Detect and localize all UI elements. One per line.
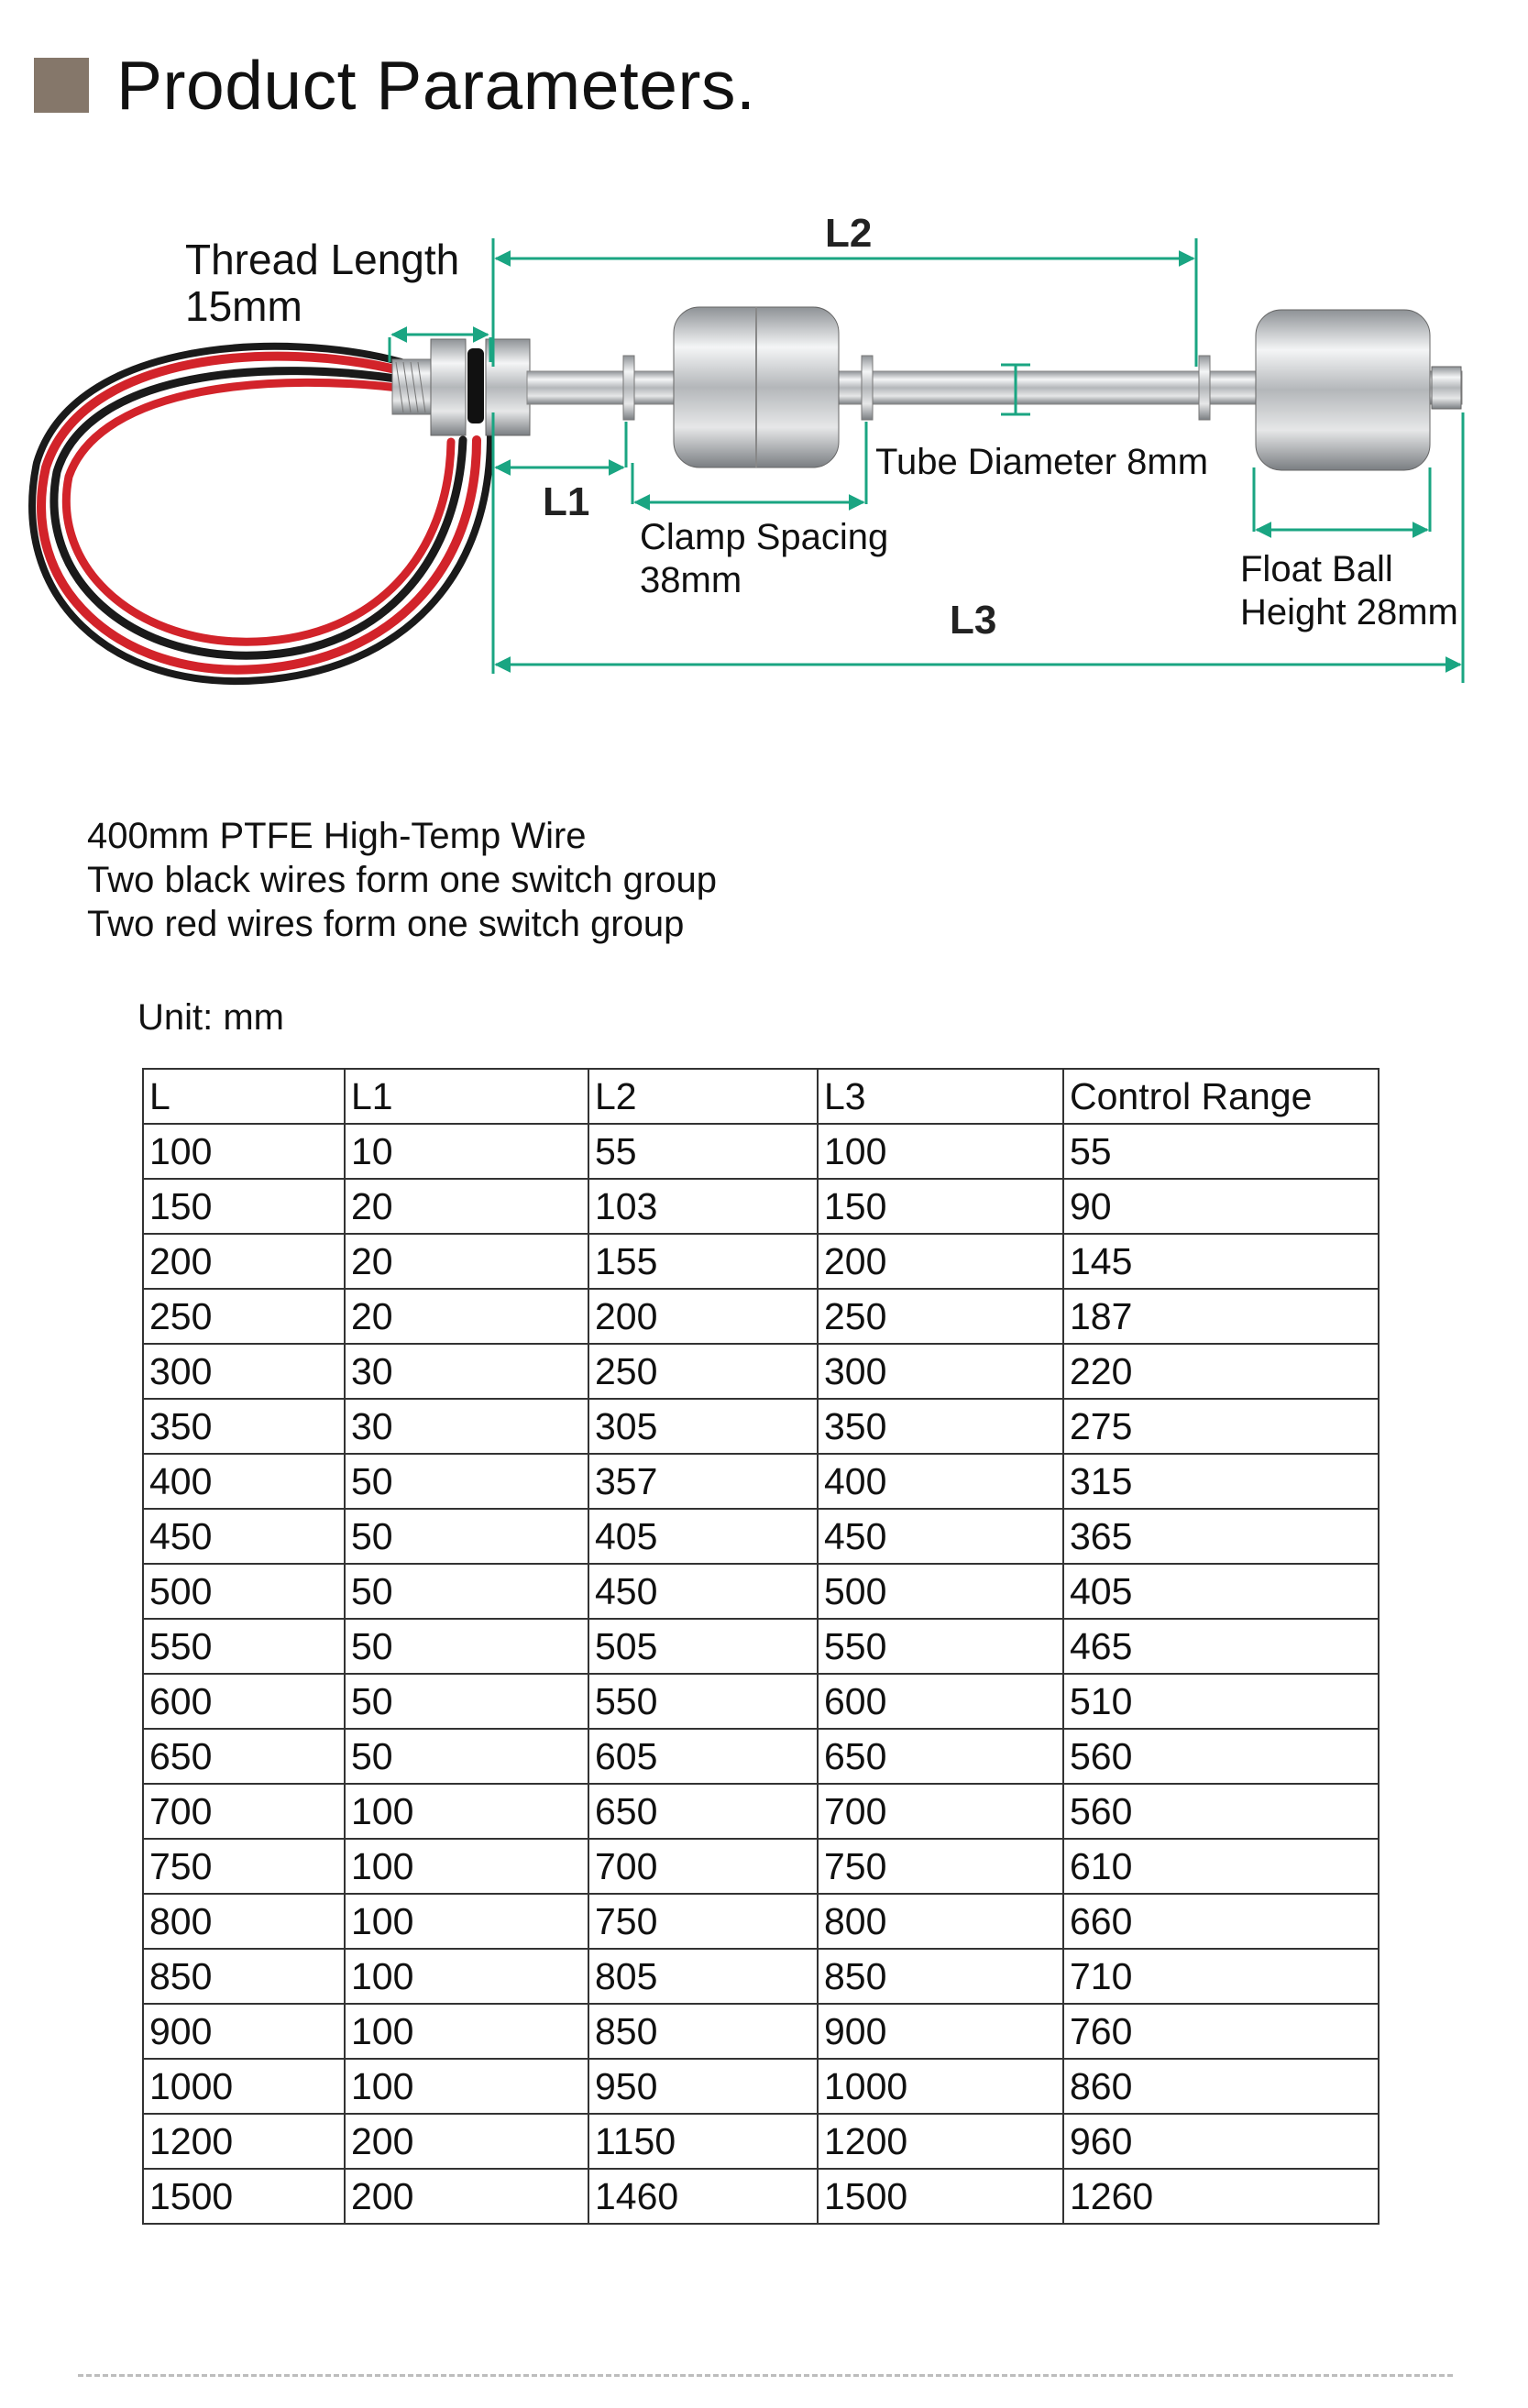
table-row	[143, 1344, 1379, 1399]
table-row	[143, 1894, 1379, 1949]
table-cell: 450	[143, 1509, 345, 1564]
table-cell: 550	[143, 1619, 345, 1674]
table-cell: 10	[345, 1124, 588, 1179]
hex-nut	[431, 339, 466, 435]
table-cell: 150	[143, 1179, 345, 1234]
wire-notes	[87, 814, 717, 946]
table-cell: 550	[588, 1674, 818, 1729]
table-cell: 300	[143, 1344, 345, 1399]
tube-diameter-label: Tube Diameter 8mm	[875, 442, 1209, 482]
table-cell: 860	[1063, 2059, 1379, 2114]
clamp-1	[623, 356, 634, 420]
table-cell: 660	[1063, 1894, 1379, 1949]
table-cell: 650	[818, 1729, 1063, 1784]
table-cell: 50	[345, 1454, 588, 1509]
table-cell: 275	[1063, 1399, 1379, 1454]
table-cell: 50	[345, 1564, 588, 1619]
table-cell: 750	[818, 1839, 1063, 1894]
table-row	[143, 1619, 1379, 1674]
column-header: Control Range	[1063, 1069, 1379, 1124]
table-cell: 500	[818, 1564, 1063, 1619]
table-row	[143, 1289, 1379, 1344]
table-row	[143, 1564, 1379, 1619]
table-cell: 100	[345, 1839, 588, 1894]
thread-tip	[392, 359, 434, 414]
table-cell: 850	[588, 2004, 818, 2059]
table-cell: 100	[345, 2004, 588, 2059]
table-cell: 710	[1063, 1949, 1379, 2004]
table-cell: 850	[818, 1949, 1063, 2004]
table-cell: 20	[345, 1179, 588, 1234]
table-cell: 805	[588, 1949, 818, 2004]
parameters-table	[142, 1068, 1380, 2225]
table-cell: 357	[588, 1454, 818, 1509]
l1-label: L1	[543, 479, 590, 524]
table-cell: 100	[345, 1894, 588, 1949]
table-row	[143, 2169, 1379, 2224]
table-cell: 700	[143, 1784, 345, 1839]
table-cell: 250	[588, 1344, 818, 1399]
table-cell: 610	[1063, 1839, 1379, 1894]
table-row	[143, 1234, 1379, 1289]
table-cell: 750	[143, 1839, 345, 1894]
table-row	[143, 2114, 1379, 2169]
table-cell: 600	[818, 1674, 1063, 1729]
table-cell: 465	[1063, 1619, 1379, 1674]
column-header: L3	[818, 1069, 1063, 1124]
table-cell: 700	[588, 1839, 818, 1894]
table-cell: 605	[588, 1729, 818, 1784]
wire-note: Two black wires form one switch group	[87, 860, 717, 900]
table-header-row	[143, 1069, 1379, 1124]
product-diagram	[0, 202, 1528, 788]
table-cell: 200	[818, 1234, 1063, 1289]
table-cell: 950	[588, 2059, 818, 2114]
wire-note: Two red wires form one switch group	[87, 904, 685, 944]
table-cell: 760	[1063, 2004, 1379, 2059]
float-ball-height-label: Float Ball Height 28mm	[1240, 549, 1458, 633]
l2-label: L2	[825, 211, 873, 256]
table-cell: 1260	[1063, 2169, 1379, 2224]
table-row	[143, 1784, 1379, 1839]
table-cell: 365	[1063, 1509, 1379, 1564]
table-cell: 1500	[818, 2169, 1063, 2224]
clamp-2	[862, 356, 873, 420]
table-cell: 405	[1063, 1564, 1379, 1619]
l3-label: L3	[950, 598, 997, 643]
table-cell: 1000	[143, 2059, 345, 2114]
table-cell: 90	[1063, 1179, 1379, 1234]
table-cell: 800	[818, 1894, 1063, 1949]
table-row	[143, 1839, 1379, 1894]
table-cell: 315	[1063, 1454, 1379, 1509]
table-cell: 100	[345, 2059, 588, 2114]
dashed-divider	[78, 2374, 1453, 2377]
page-title: Product Parameters.	[116, 47, 756, 124]
table-cell: 150	[818, 1179, 1063, 1234]
table-cell: 220	[1063, 1344, 1379, 1399]
table-row	[143, 1949, 1379, 2004]
unit-label: Unit: mm	[137, 997, 284, 1038]
table-cell: 450	[818, 1509, 1063, 1564]
table-cell: 20	[345, 1289, 588, 1344]
table-cell: 305	[588, 1399, 818, 1454]
table-cell: 1200	[818, 2114, 1063, 2169]
table-cell: 400	[818, 1454, 1063, 1509]
table-cell: 850	[143, 1949, 345, 2004]
table-row	[143, 2004, 1379, 2059]
table-row	[143, 2059, 1379, 2114]
table-row	[143, 1509, 1379, 1564]
column-header: L2	[588, 1069, 818, 1124]
table-cell: 200	[143, 1234, 345, 1289]
table-cell: 450	[588, 1564, 818, 1619]
table-cell: 200	[345, 2169, 588, 2224]
header-square-icon	[34, 58, 89, 113]
table-cell: 50	[345, 1674, 588, 1729]
table-cell: 187	[1063, 1289, 1379, 1344]
table-cell: 103	[588, 1179, 818, 1234]
table-row	[143, 1399, 1379, 1454]
table-cell: 1500	[143, 2169, 345, 2224]
table-cell: 250	[143, 1289, 345, 1344]
table-cell: 145	[1063, 1234, 1379, 1289]
table-cell: 30	[345, 1344, 588, 1399]
table-cell: 900	[143, 2004, 345, 2059]
table-cell: 155	[588, 1234, 818, 1289]
table-cell: 405	[588, 1509, 818, 1564]
table-row	[143, 1179, 1379, 1234]
table-cell: 600	[143, 1674, 345, 1729]
page-header	[34, 47, 756, 124]
table-cell: 20	[345, 1234, 588, 1289]
table-cell: 55	[1063, 1124, 1379, 1179]
table-cell: 55	[588, 1124, 818, 1179]
table-row	[143, 1124, 1379, 1179]
table-cell: 500	[143, 1564, 345, 1619]
column-header: L1	[345, 1069, 588, 1124]
table-cell: 350	[143, 1399, 345, 1454]
wire-note: 400mm PTFE High-Temp Wire	[87, 816, 587, 856]
table-cell: 200	[588, 1289, 818, 1344]
table-cell: 510	[1063, 1674, 1379, 1729]
table-cell: 1460	[588, 2169, 818, 2224]
table-cell: 700	[818, 1784, 1063, 1839]
table-cell: 100	[345, 1784, 588, 1839]
thread-length-label: Thread Length 15mm	[185, 236, 460, 330]
clamp-spacing-label: Clamp Spacing 38mm	[640, 517, 889, 601]
table-row	[143, 1454, 1379, 1509]
o-ring	[467, 348, 484, 423]
table-cell: 400	[143, 1454, 345, 1509]
table-cell: 100	[345, 1949, 588, 2004]
table-row	[143, 1674, 1379, 1729]
table-cell: 30	[345, 1399, 588, 1454]
table-cell: 1200	[143, 2114, 345, 2169]
table-cell: 1000	[818, 2059, 1063, 2114]
table-cell: 100	[818, 1124, 1063, 1179]
table-cell: 960	[1063, 2114, 1379, 2169]
table-cell: 560	[1063, 1784, 1379, 1839]
table-cell: 750	[588, 1894, 818, 1949]
table-cell: 900	[818, 2004, 1063, 2059]
table-cell: 1150	[588, 2114, 818, 2169]
table-row	[143, 1729, 1379, 1784]
end-nut	[1432, 367, 1461, 409]
table-cell: 100	[143, 1124, 345, 1179]
table-cell: 550	[818, 1619, 1063, 1674]
table-cell: 200	[345, 2114, 588, 2169]
table-cell: 50	[345, 1509, 588, 1564]
column-header: L	[143, 1069, 345, 1124]
clamp-3	[1199, 356, 1210, 420]
table-cell: 50	[345, 1729, 588, 1784]
table-cell: 300	[818, 1344, 1063, 1399]
table-cell: 800	[143, 1894, 345, 1949]
table-cell: 650	[143, 1729, 345, 1784]
float-ball-2	[1256, 310, 1430, 470]
table-cell: 50	[345, 1619, 588, 1674]
table-cell: 560	[1063, 1729, 1379, 1784]
table-cell: 650	[588, 1784, 818, 1839]
table-cell: 350	[818, 1399, 1063, 1454]
table-cell: 250	[818, 1289, 1063, 1344]
table-cell: 505	[588, 1619, 818, 1674]
